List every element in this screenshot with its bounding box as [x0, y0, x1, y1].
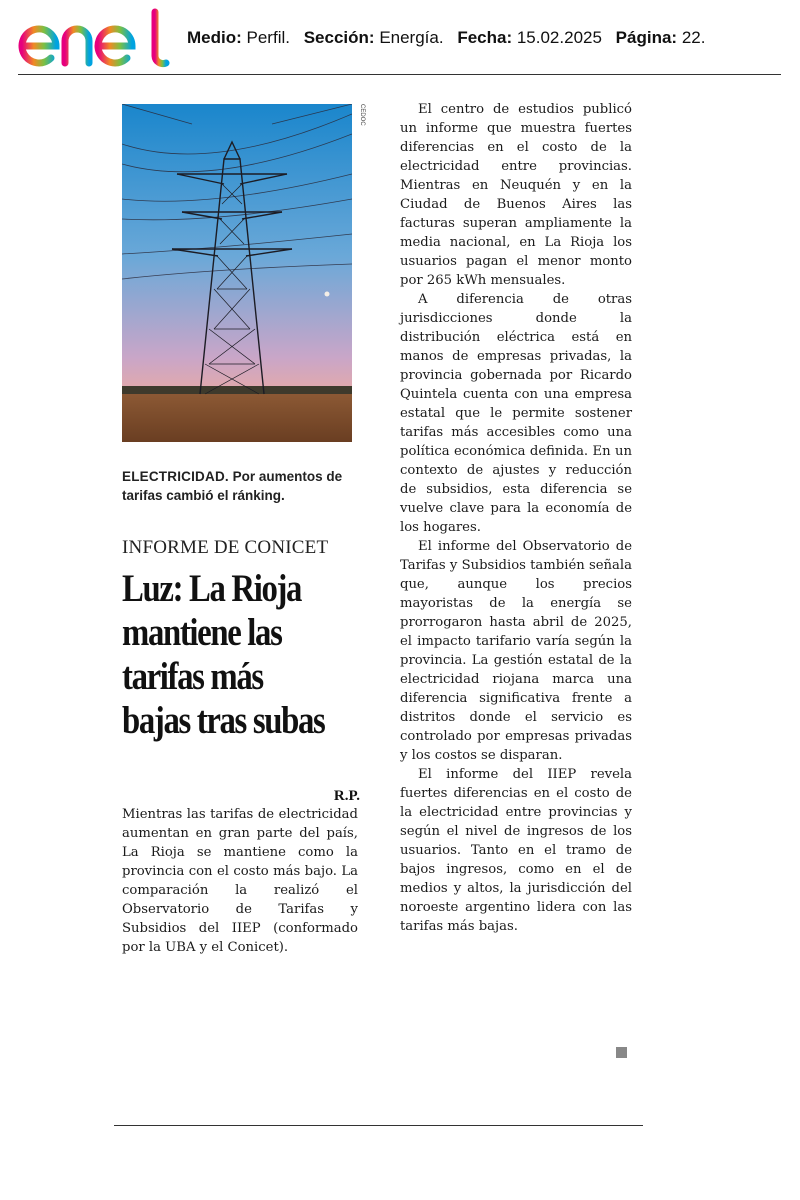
seccion-value: Energía. — [379, 28, 444, 47]
pagina-value: 22. — [681, 28, 706, 47]
seccion-label: Sección: — [303, 28, 375, 47]
article-headline: Luz: La Rioja mantiene las tarifas más bajas tras subas — [122, 567, 325, 742]
fecha-value: 15.02.2025 — [516, 28, 602, 47]
body-paragraph: El informe del IIEP revela fuertes diferencias en el costo de la electricidad entre provincias y según el nivel de ingresos de los usuarios. Tanto en el tramo de bajos ingresos, como en el de medios y altos, la jurisdicción del noroeste argentino lidera con las tarifas más bajas. — [400, 767, 632, 934]
clipping-metadata — [187, 28, 705, 48]
footer-divider — [114, 1125, 643, 1126]
fecha-label: Fecha: — [457, 28, 513, 47]
article-byline: R.P. — [333, 788, 360, 804]
power-tower-photo — [122, 104, 352, 442]
medio-value: Perfil. — [246, 28, 290, 47]
medio-label: Medio: — [187, 28, 242, 47]
photo-credit: CEDOC — [359, 104, 365, 126]
article-body-right — [400, 100, 632, 936]
pagina-label: Página: — [615, 28, 678, 47]
article-kicker: INFORME DE CONICET — [122, 537, 329, 558]
body-paragraph: El centro de estudios publicó un informe que muestra fuertes diferencias en el costo de la electricidad entre provincias. Mientras en Neuquén y en la Ciudad de Buenos Aires las facturas superan ampliamente la media nacional, en La Rioja los usuarios pagan el menor monto por 265 kWh mensuales. — [400, 102, 632, 288]
article-body-left — [122, 805, 358, 957]
photo-caption — [122, 467, 357, 505]
end-of-article-mark — [616, 1047, 627, 1058]
body-paragraph: Mientras las tarifas de electricidad aumentan en gran parte del país, La Rioja se mantiene como la provincia con el costo más bajo. La comparación la realizó el Observatorio de Tarifas y Subsidios del IIEP (conformado por la UBA y el Conicet). — [122, 807, 358, 955]
body-paragraph: El informe del Observatorio de Tarifas y Subsidios también señala que, aunque los precios mayoristas de la energía se prorrogaron hasta abril de 2025, el impacto tarifario varía según la provincia. La gestión estatal de la electricidad riojana marca una diferencia significativa frente a distritos donde el servicio es controlado por empresas privadas y los costos se disparan. — [400, 539, 632, 763]
caption-text: Por aumentos de tarifas cambió el ránking. — [122, 469, 343, 503]
header-divider — [18, 74, 781, 75]
caption-lead: ELECTRICIDAD. — [122, 469, 229, 484]
body-paragraph: A diferencia de otras jurisdicciones donde la distribución eléctrica está en manos de empresas privadas, la provincia gobernada por Ricardo Quintela cuenta con una empresa estatal que le permite sostener tarifas más accesibles como una política económica definida. En un contexto de ajustes y reducción de subsidios, esta diferencia se vuelve clave para la economía de los hogares. — [400, 292, 632, 535]
enel-logo — [18, 8, 173, 68]
